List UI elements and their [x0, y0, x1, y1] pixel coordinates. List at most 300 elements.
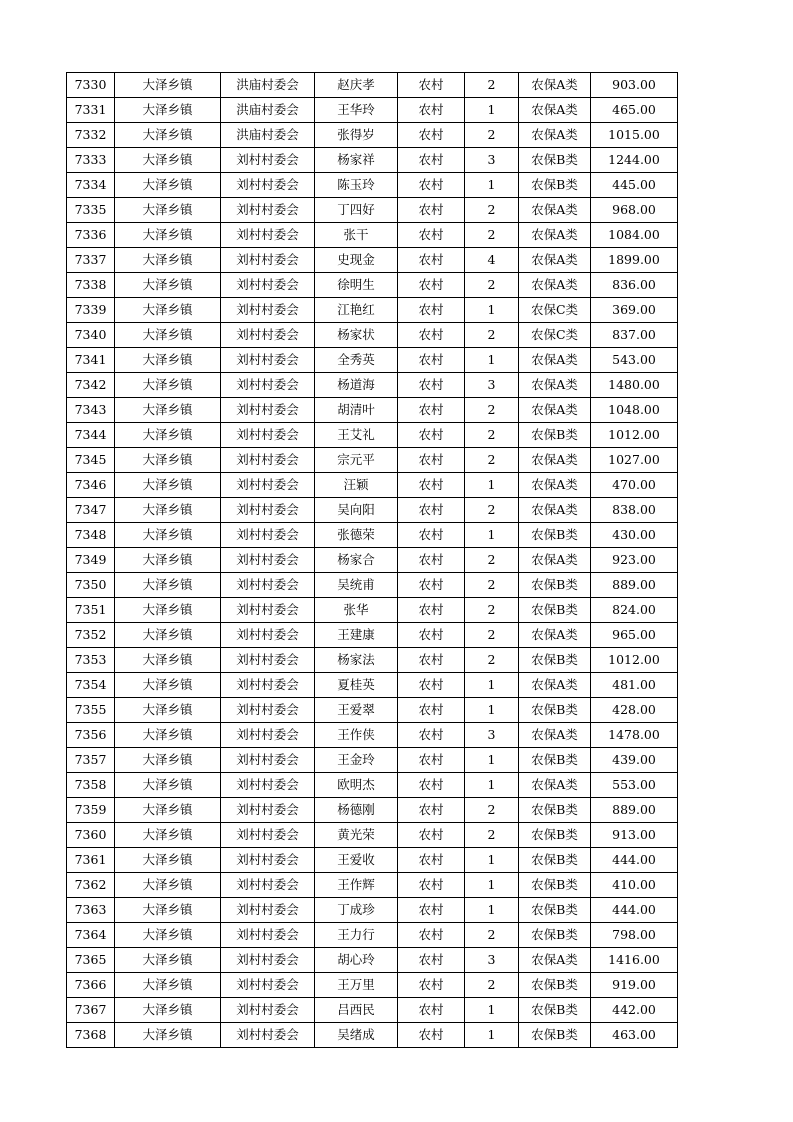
village-committee-cell: 刘村村委会: [221, 498, 315, 523]
record-id-cell: 7348: [67, 523, 115, 548]
record-id-cell: 7364: [67, 923, 115, 948]
area-type-cell: 农村: [398, 548, 465, 573]
household-count-cell: 1: [465, 298, 519, 323]
person-name-cell: 黄光荣: [315, 823, 398, 848]
table-row: [67, 948, 678, 973]
township-cell: 大泽乡镇: [115, 798, 221, 823]
amount-cell: 1244.00: [591, 148, 678, 173]
village-committee-cell: 洪庙村委会: [221, 98, 315, 123]
record-id-cell: 7340: [67, 323, 115, 348]
insurance-class-cell: 农保B类: [519, 1023, 591, 1048]
area-type-cell: 农村: [398, 823, 465, 848]
person-name-cell: 杨家状: [315, 323, 398, 348]
household-count-cell: 2: [465, 73, 519, 98]
insurance-class-cell: 农保A类: [519, 348, 591, 373]
township-cell: 大泽乡镇: [115, 223, 221, 248]
township-cell: 大泽乡镇: [115, 498, 221, 523]
township-cell: 大泽乡镇: [115, 298, 221, 323]
record-id-cell: 7367: [67, 998, 115, 1023]
table-row: [67, 473, 678, 498]
household-count-cell: 3: [465, 373, 519, 398]
township-cell: 大泽乡镇: [115, 148, 221, 173]
insurance-class-cell: 农保A类: [519, 98, 591, 123]
insurance-class-cell: 农保A类: [519, 773, 591, 798]
table-row: [67, 1023, 678, 1048]
household-count-cell: 2: [465, 623, 519, 648]
township-cell: 大泽乡镇: [115, 948, 221, 973]
record-id-cell: 7336: [67, 223, 115, 248]
insurance-class-cell: 农保B类: [519, 573, 591, 598]
area-type-cell: 农村: [398, 623, 465, 648]
insurance-class-cell: 农保A类: [519, 123, 591, 148]
record-id-cell: 7349: [67, 548, 115, 573]
table-row: [67, 748, 678, 773]
person-name-cell: 王建康: [315, 623, 398, 648]
amount-cell: 889.00: [591, 573, 678, 598]
township-cell: 大泽乡镇: [115, 673, 221, 698]
amount-cell: 444.00: [591, 898, 678, 923]
person-name-cell: 全秀英: [315, 348, 398, 373]
household-count-cell: 2: [465, 973, 519, 998]
township-cell: 大泽乡镇: [115, 523, 221, 548]
person-name-cell: 吕西民: [315, 998, 398, 1023]
amount-cell: 463.00: [591, 1023, 678, 1048]
village-committee-cell: 刘村村委会: [221, 398, 315, 423]
insurance-class-cell: 农保A类: [519, 473, 591, 498]
record-id-cell: 7335: [67, 198, 115, 223]
amount-cell: 445.00: [591, 173, 678, 198]
person-name-cell: 夏桂英: [315, 673, 398, 698]
household-count-cell: 1: [465, 848, 519, 873]
household-count-cell: 2: [465, 323, 519, 348]
person-name-cell: 王华玲: [315, 98, 398, 123]
person-name-cell: 王万里: [315, 973, 398, 998]
amount-cell: 369.00: [591, 298, 678, 323]
area-type-cell: 农村: [398, 898, 465, 923]
household-count-cell: 1: [465, 1023, 519, 1048]
person-name-cell: 王作侠: [315, 723, 398, 748]
household-count-cell: 2: [465, 648, 519, 673]
person-name-cell: 赵庆孝: [315, 73, 398, 98]
village-committee-cell: 刘村村委会: [221, 1023, 315, 1048]
insurance-class-cell: 农保B类: [519, 648, 591, 673]
insurance-class-cell: 农保B类: [519, 523, 591, 548]
amount-cell: 428.00: [591, 698, 678, 723]
record-id-cell: 7334: [67, 173, 115, 198]
record-id-cell: 7361: [67, 848, 115, 873]
area-type-cell: 农村: [398, 598, 465, 623]
amount-cell: 430.00: [591, 523, 678, 548]
household-count-cell: 1: [465, 773, 519, 798]
area-type-cell: 农村: [398, 148, 465, 173]
insurance-class-cell: 农保B类: [519, 798, 591, 823]
person-name-cell: 王艾礼: [315, 423, 398, 448]
table-row: [67, 398, 678, 423]
village-committee-cell: 刘村村委会: [221, 348, 315, 373]
township-cell: 大泽乡镇: [115, 198, 221, 223]
table-row: [67, 523, 678, 548]
township-cell: 大泽乡镇: [115, 973, 221, 998]
village-committee-cell: 刘村村委会: [221, 423, 315, 448]
insurance-class-cell: 农保B类: [519, 923, 591, 948]
insurance-class-cell: 农保B类: [519, 748, 591, 773]
insurance-class-cell: 农保A类: [519, 673, 591, 698]
person-name-cell: 江艳红: [315, 298, 398, 323]
township-cell: 大泽乡镇: [115, 373, 221, 398]
table-row: [67, 873, 678, 898]
township-cell: 大泽乡镇: [115, 173, 221, 198]
amount-cell: 837.00: [591, 323, 678, 348]
record-id-cell: 7339: [67, 298, 115, 323]
table-row: [67, 648, 678, 673]
record-id-cell: 7363: [67, 898, 115, 923]
household-count-cell: 1: [465, 748, 519, 773]
table-row: [67, 448, 678, 473]
household-count-cell: 1: [465, 698, 519, 723]
insurance-class-cell: 农保B类: [519, 873, 591, 898]
area-type-cell: 农村: [398, 748, 465, 773]
person-name-cell: 丁四好: [315, 198, 398, 223]
insurance-class-cell: 农保A类: [519, 198, 591, 223]
area-type-cell: 农村: [398, 973, 465, 998]
amount-cell: 481.00: [591, 673, 678, 698]
township-cell: 大泽乡镇: [115, 448, 221, 473]
household-count-cell: 2: [465, 448, 519, 473]
village-committee-cell: 刘村村委会: [221, 473, 315, 498]
table-row: [67, 273, 678, 298]
village-committee-cell: 刘村村委会: [221, 373, 315, 398]
person-name-cell: 胡心玲: [315, 948, 398, 973]
table-row: [67, 98, 678, 123]
amount-cell: 442.00: [591, 998, 678, 1023]
table-row: [67, 348, 678, 373]
table-row: [67, 73, 678, 98]
amount-cell: 1048.00: [591, 398, 678, 423]
record-id-cell: 7345: [67, 448, 115, 473]
area-type-cell: 农村: [398, 323, 465, 348]
person-name-cell: 胡清叶: [315, 398, 398, 423]
area-type-cell: 农村: [398, 123, 465, 148]
area-type-cell: 农村: [398, 848, 465, 873]
village-committee-cell: 刘村村委会: [221, 298, 315, 323]
amount-cell: 1480.00: [591, 373, 678, 398]
insurance-class-cell: 农保A类: [519, 948, 591, 973]
insurance-class-cell: 农保B类: [519, 173, 591, 198]
person-name-cell: 王爱翠: [315, 698, 398, 723]
record-id-cell: 7359: [67, 798, 115, 823]
area-type-cell: 农村: [398, 223, 465, 248]
amount-cell: 543.00: [591, 348, 678, 373]
area-type-cell: 农村: [398, 873, 465, 898]
area-type-cell: 农村: [398, 773, 465, 798]
village-committee-cell: 刘村村委会: [221, 748, 315, 773]
household-count-cell: 2: [465, 498, 519, 523]
record-id-cell: 7356: [67, 723, 115, 748]
village-committee-cell: 刘村村委会: [221, 998, 315, 1023]
area-type-cell: 农村: [398, 398, 465, 423]
township-cell: 大泽乡镇: [115, 898, 221, 923]
area-type-cell: 农村: [398, 923, 465, 948]
village-committee-cell: 刘村村委会: [221, 698, 315, 723]
village-committee-cell: 刘村村委会: [221, 448, 315, 473]
area-type-cell: 农村: [398, 73, 465, 98]
village-committee-cell: 刘村村委会: [221, 773, 315, 798]
area-type-cell: 农村: [398, 648, 465, 673]
township-cell: 大泽乡镇: [115, 848, 221, 873]
area-type-cell: 农村: [398, 373, 465, 398]
area-type-cell: 农村: [398, 273, 465, 298]
area-type-cell: 农村: [398, 298, 465, 323]
person-name-cell: 汪颖: [315, 473, 398, 498]
insurance-class-cell: 农保B类: [519, 423, 591, 448]
insurance-class-cell: 农保B类: [519, 898, 591, 923]
record-id-cell: 7342: [67, 373, 115, 398]
person-name-cell: 杨家祥: [315, 148, 398, 173]
table-row: [67, 723, 678, 748]
township-cell: 大泽乡镇: [115, 723, 221, 748]
person-name-cell: 吴绪成: [315, 1023, 398, 1048]
insurance-class-cell: 农保B类: [519, 998, 591, 1023]
area-type-cell: 农村: [398, 798, 465, 823]
person-name-cell: 张干: [315, 223, 398, 248]
table-row: [67, 548, 678, 573]
amount-cell: 465.00: [591, 98, 678, 123]
village-committee-cell: 刘村村委会: [221, 973, 315, 998]
household-count-cell: 1: [465, 673, 519, 698]
record-id-cell: 7353: [67, 648, 115, 673]
record-id-cell: 7358: [67, 773, 115, 798]
household-count-cell: 1: [465, 998, 519, 1023]
table-row: [67, 823, 678, 848]
area-type-cell: 农村: [398, 348, 465, 373]
area-type-cell: 农村: [398, 573, 465, 598]
insurance-class-cell: 农保A类: [519, 548, 591, 573]
village-committee-cell: 刘村村委会: [221, 948, 315, 973]
amount-cell: 439.00: [591, 748, 678, 773]
village-committee-cell: 刘村村委会: [221, 323, 315, 348]
village-committee-cell: 刘村村委会: [221, 673, 315, 698]
village-committee-cell: 刘村村委会: [221, 623, 315, 648]
record-id-cell: 7337: [67, 248, 115, 273]
village-committee-cell: 刘村村委会: [221, 523, 315, 548]
person-name-cell: 张得岁: [315, 123, 398, 148]
household-count-cell: 2: [465, 423, 519, 448]
person-name-cell: 王力行: [315, 923, 398, 948]
household-count-cell: 2: [465, 123, 519, 148]
township-cell: 大泽乡镇: [115, 598, 221, 623]
village-committee-cell: 刘村村委会: [221, 548, 315, 573]
record-id-cell: 7338: [67, 273, 115, 298]
village-committee-cell: 刘村村委会: [221, 198, 315, 223]
insurance-class-cell: 农保A类: [519, 273, 591, 298]
table-row: [67, 123, 678, 148]
area-type-cell: 农村: [398, 248, 465, 273]
person-name-cell: 陈玉玲: [315, 173, 398, 198]
record-id-cell: 7368: [67, 1023, 115, 1048]
table-row: [67, 898, 678, 923]
amount-cell: 913.00: [591, 823, 678, 848]
village-committee-cell: 洪庙村委会: [221, 73, 315, 98]
township-cell: 大泽乡镇: [115, 323, 221, 348]
township-cell: 大泽乡镇: [115, 823, 221, 848]
village-committee-cell: 刘村村委会: [221, 598, 315, 623]
table-body: [67, 73, 678, 1048]
table-row: [67, 923, 678, 948]
amount-cell: 410.00: [591, 873, 678, 898]
insurance-class-cell: 农保A类: [519, 448, 591, 473]
amount-cell: 1084.00: [591, 223, 678, 248]
record-id-cell: 7357: [67, 748, 115, 773]
township-cell: 大泽乡镇: [115, 73, 221, 98]
household-count-cell: 2: [465, 223, 519, 248]
record-id-cell: 7330: [67, 73, 115, 98]
record-id-cell: 7331: [67, 98, 115, 123]
area-type-cell: 农村: [398, 473, 465, 498]
insurance-class-cell: 农保B类: [519, 848, 591, 873]
township-cell: 大泽乡镇: [115, 473, 221, 498]
village-committee-cell: 刘村村委会: [221, 148, 315, 173]
household-count-cell: 2: [465, 823, 519, 848]
household-count-cell: 1: [465, 473, 519, 498]
area-type-cell: 农村: [398, 1023, 465, 1048]
household-count-cell: 2: [465, 198, 519, 223]
person-name-cell: 宗元平: [315, 448, 398, 473]
person-name-cell: 吴统甫: [315, 573, 398, 598]
record-id-cell: 7360: [67, 823, 115, 848]
table-row: [67, 998, 678, 1023]
household-count-cell: 2: [465, 923, 519, 948]
household-count-cell: 2: [465, 598, 519, 623]
household-count-cell: 1: [465, 98, 519, 123]
township-cell: 大泽乡镇: [115, 548, 221, 573]
amount-cell: 1012.00: [591, 423, 678, 448]
township-cell: 大泽乡镇: [115, 923, 221, 948]
person-name-cell: 杨道海: [315, 373, 398, 398]
township-cell: 大泽乡镇: [115, 698, 221, 723]
amount-cell: 836.00: [591, 273, 678, 298]
table-row: [67, 323, 678, 348]
amount-cell: 444.00: [591, 848, 678, 873]
record-id-cell: 7354: [67, 673, 115, 698]
insurance-class-cell: 农保B类: [519, 698, 591, 723]
insurance-class-cell: 农保B类: [519, 823, 591, 848]
amount-cell: 919.00: [591, 973, 678, 998]
record-id-cell: 7365: [67, 948, 115, 973]
amount-cell: 553.00: [591, 773, 678, 798]
village-committee-cell: 刘村村委会: [221, 648, 315, 673]
amount-cell: 903.00: [591, 73, 678, 98]
amount-cell: 1899.00: [591, 248, 678, 273]
amount-cell: 1012.00: [591, 648, 678, 673]
insurance-class-cell: 农保B类: [519, 973, 591, 998]
township-cell: 大泽乡镇: [115, 248, 221, 273]
insurance-class-cell: 农保A类: [519, 723, 591, 748]
area-type-cell: 农村: [398, 423, 465, 448]
amount-cell: 1015.00: [591, 123, 678, 148]
table-row: [67, 798, 678, 823]
township-cell: 大泽乡镇: [115, 573, 221, 598]
table-row: [67, 848, 678, 873]
record-id-cell: 7332: [67, 123, 115, 148]
table-row: [67, 173, 678, 198]
household-count-cell: 1: [465, 348, 519, 373]
person-name-cell: 吴向阳: [315, 498, 398, 523]
table-row: [67, 198, 678, 223]
table-row: [67, 498, 678, 523]
area-type-cell: 农村: [398, 498, 465, 523]
person-name-cell: 王金玲: [315, 748, 398, 773]
person-name-cell: 王作辉: [315, 873, 398, 898]
insurance-class-cell: 农保A类: [519, 248, 591, 273]
household-count-cell: 3: [465, 723, 519, 748]
area-type-cell: 农村: [398, 698, 465, 723]
household-count-cell: 2: [465, 273, 519, 298]
person-name-cell: 张华: [315, 598, 398, 623]
amount-cell: 968.00: [591, 198, 678, 223]
table-row: [67, 698, 678, 723]
insurance-class-cell: 农保B类: [519, 148, 591, 173]
township-cell: 大泽乡镇: [115, 423, 221, 448]
person-name-cell: 欧明杰: [315, 773, 398, 798]
table-row: [67, 298, 678, 323]
record-id-cell: 7352: [67, 623, 115, 648]
amount-cell: 1478.00: [591, 723, 678, 748]
area-type-cell: 农村: [398, 173, 465, 198]
table-row: [67, 373, 678, 398]
household-count-cell: 4: [465, 248, 519, 273]
insurance-class-cell: 农保A类: [519, 223, 591, 248]
table-row: [67, 598, 678, 623]
insurance-class-cell: 农保B类: [519, 598, 591, 623]
amount-cell: 889.00: [591, 798, 678, 823]
area-type-cell: 农村: [398, 448, 465, 473]
township-cell: 大泽乡镇: [115, 273, 221, 298]
township-cell: 大泽乡镇: [115, 348, 221, 373]
area-type-cell: 农村: [398, 98, 465, 123]
household-count-cell: 2: [465, 398, 519, 423]
record-id-cell: 7341: [67, 348, 115, 373]
person-name-cell: 杨家法: [315, 648, 398, 673]
data-table: [66, 72, 678, 1048]
area-type-cell: 农村: [398, 998, 465, 1023]
table-row: [67, 248, 678, 273]
village-committee-cell: 刘村村委会: [221, 898, 315, 923]
township-cell: 大泽乡镇: [115, 748, 221, 773]
household-count-cell: 2: [465, 798, 519, 823]
table-row: [67, 148, 678, 173]
township-cell: 大泽乡镇: [115, 1023, 221, 1048]
area-type-cell: 农村: [398, 523, 465, 548]
area-type-cell: 农村: [398, 198, 465, 223]
household-count-cell: 1: [465, 873, 519, 898]
township-cell: 大泽乡镇: [115, 98, 221, 123]
area-type-cell: 农村: [398, 673, 465, 698]
township-cell: 大泽乡镇: [115, 623, 221, 648]
area-type-cell: 农村: [398, 948, 465, 973]
insurance-class-cell: 农保C类: [519, 323, 591, 348]
record-id-cell: 7366: [67, 973, 115, 998]
village-committee-cell: 刘村村委会: [221, 723, 315, 748]
insurance-class-cell: 农保A类: [519, 73, 591, 98]
record-id-cell: 7346: [67, 473, 115, 498]
record-id-cell: 7350: [67, 573, 115, 598]
insurance-class-cell: 农保A类: [519, 373, 591, 398]
village-committee-cell: 刘村村委会: [221, 173, 315, 198]
amount-cell: 965.00: [591, 623, 678, 648]
amount-cell: 1027.00: [591, 448, 678, 473]
insurance-class-cell: 农保A类: [519, 623, 591, 648]
table-row: [67, 623, 678, 648]
